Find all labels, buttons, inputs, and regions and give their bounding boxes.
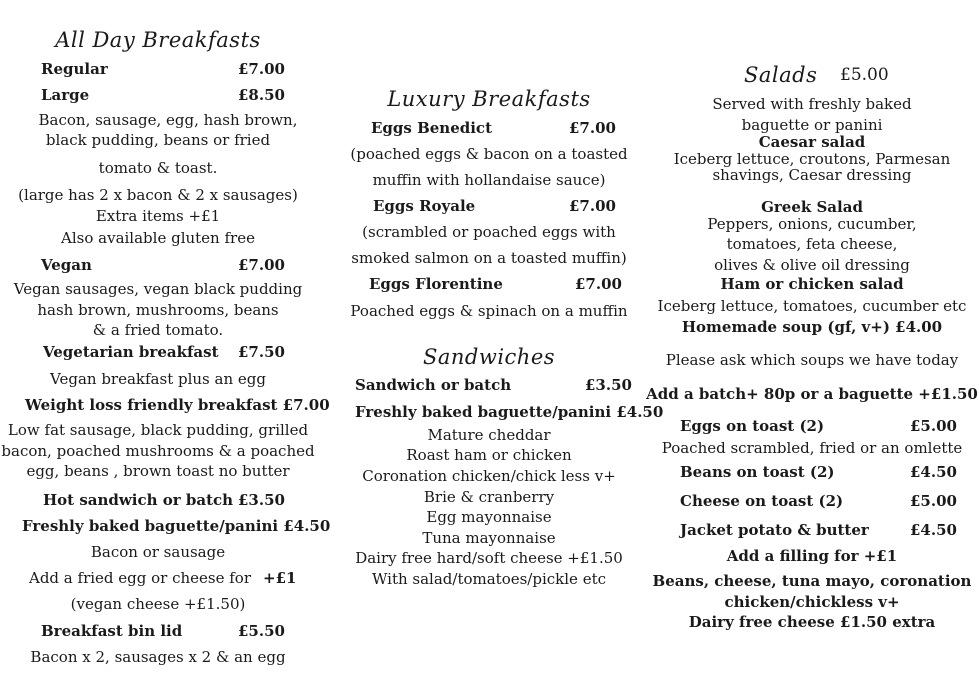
benedict-desc-line2: muffin with hollandaise sauce) bbox=[372, 171, 606, 189]
royale-desc-line2: smoked salmon on a toasted muffin) bbox=[351, 249, 627, 267]
sandwich-filling: Brie & cranberry bbox=[423, 488, 555, 506]
large-name: Large bbox=[41, 86, 90, 104]
greek-name: Greek Salad bbox=[761, 198, 863, 216]
caesar-desc-line1: Iceberg lettuce, croutons, Parmesan bbox=[673, 150, 951, 168]
add-filling-note: Add a filling for +£1 bbox=[726, 547, 898, 565]
filling-desc-line2: chicken/chickless v+ bbox=[724, 593, 900, 611]
weight-loss-name: Weight loss friendly breakfast £7.00 bbox=[25, 396, 330, 414]
sandwiches-heading: Sandwiches bbox=[422, 345, 556, 369]
add-batch-note: Add a batch+ 80p or a baguette +£1.50 bbox=[646, 385, 978, 403]
weight-loss-desc-line1: Low fat sausage, black pudding, grilled bbox=[7, 421, 309, 439]
sandwich-name: Sandwich or batch bbox=[355, 376, 512, 394]
extra-items-note: Extra items +£1 bbox=[95, 207, 221, 225]
vegan-desc-line1: Vegan sausages, vegan black pudding bbox=[13, 280, 303, 298]
hot-sandwich-name: Hot sandwich or batch bbox=[43, 491, 234, 509]
ham-name: Ham or chicken salad bbox=[720, 275, 904, 293]
luxury-breakfasts-heading: Luxury Breakfasts bbox=[387, 87, 591, 111]
weight-loss-desc-line3: egg, beans , brown toast no butter bbox=[26, 462, 290, 480]
eggs-on-toast-price: £5.00 bbox=[910, 417, 957, 435]
vegan-cheese-note: (vegan cheese +£1.50) bbox=[70, 595, 246, 613]
bin-lid-price: £5.50 bbox=[238, 622, 285, 640]
caesar-desc-line2: shavings, Caesar dressing bbox=[712, 166, 912, 184]
greek-desc-line2: tomatoes, feta cheese, bbox=[726, 235, 898, 253]
gluten-free-note: Also available gluten free bbox=[61, 229, 255, 247]
large-price: £8.50 bbox=[238, 86, 285, 104]
add-egg-price: +£1 bbox=[263, 569, 297, 587]
hot-sandwich-price: £3.50 bbox=[238, 491, 285, 509]
caesar-name: Caesar salad bbox=[758, 133, 866, 151]
vegetarian-price: £7.50 bbox=[238, 343, 285, 361]
breakfast-desc-line2: black pudding, beans or fried bbox=[45, 131, 271, 149]
breakfast-desc-line3: tomato & toast. bbox=[98, 159, 218, 177]
sandwich-price: £3.50 bbox=[585, 376, 632, 394]
royale-desc-line1: (scrambled or poached eggs with bbox=[362, 223, 616, 241]
jacket-potato-name: Jacket potato & butter bbox=[680, 521, 869, 539]
breakfast-desc-line1: Bacon, sausage, egg, hash brown, bbox=[38, 111, 298, 129]
soup-desc: Please ask which soups we have today bbox=[665, 351, 959, 369]
eggs-on-toast-name: Eggs on toast (2) bbox=[680, 417, 825, 435]
royale-price: £7.00 bbox=[569, 197, 616, 215]
greek-desc-line1: Peppers, onions, cucumber, bbox=[707, 215, 917, 233]
benedict-price: £7.00 bbox=[569, 119, 616, 137]
salads-price: £5.00 bbox=[840, 65, 889, 85]
benedict-name: Eggs Benedict bbox=[371, 119, 492, 137]
ham-desc: Iceberg lettuce, tomatoes, cucumber etc bbox=[657, 297, 967, 315]
sandwich-filling: Coronation chicken/chick less v+ bbox=[362, 467, 616, 485]
sandwich-filling: Dairy free hard/soft cheese +£1.50 bbox=[355, 549, 623, 567]
bin-lid-desc: Bacon x 2, sausages x 2 & an egg bbox=[30, 648, 286, 666]
sandwich-filling: Roast ham or chicken bbox=[406, 446, 572, 464]
regular-name: Regular bbox=[41, 60, 108, 78]
cheese-on-toast-price: £5.00 bbox=[910, 492, 957, 510]
soup-name: Homemade soup (gf, v+) £4.00 bbox=[681, 318, 943, 336]
florentine-price: £7.00 bbox=[575, 275, 622, 293]
filling-desc-line1: Beans, cheese, tuna mayo, coronation bbox=[652, 572, 972, 590]
salads-served-line1: Served with freshly baked bbox=[712, 95, 912, 113]
regular-price: £7.00 bbox=[238, 60, 285, 78]
florentine-name: Eggs Florentine bbox=[369, 275, 503, 293]
beans-on-toast-price: £4.50 bbox=[910, 463, 957, 481]
salads-heading: Salads bbox=[744, 63, 818, 87]
large-note: (large has 2 x bacon & 2 x sausages) bbox=[18, 186, 298, 204]
vegan-name: Vegan bbox=[41, 256, 92, 274]
weight-loss-desc-line2: bacon, poached mushrooms & a poached bbox=[1, 442, 315, 460]
bin-lid-name: Breakfast bin lid bbox=[41, 622, 183, 640]
all-day-breakfasts-heading: All Day Breakfasts bbox=[55, 28, 261, 52]
royale-name: Eggs Royale bbox=[373, 197, 476, 215]
sandwich-filling: Egg mayonnaise bbox=[426, 508, 552, 526]
add-egg-text: Add a fried egg or cheese for bbox=[29, 569, 252, 587]
vegan-desc-line3: & a fried tomato. bbox=[92, 321, 224, 339]
baguette-desc: Bacon or sausage bbox=[90, 543, 226, 561]
dairy-free-note: Dairy free cheese £1.50 extra bbox=[688, 613, 936, 631]
cheese-on-toast-name: Cheese on toast (2) bbox=[680, 492, 844, 510]
sandwich-baguette: Freshly baked baguette/panini £4.50 bbox=[355, 403, 664, 421]
sandwich-filling: Mature cheddar bbox=[427, 426, 551, 444]
baguette-name: Freshly baked baguette/panini £4.50 bbox=[22, 517, 331, 535]
beans-on-toast-name: Beans on toast (2) bbox=[680, 463, 835, 481]
vegetarian-name: Vegetarian breakfast bbox=[43, 343, 219, 361]
vegetarian-desc: Vegan breakfast plus an egg bbox=[50, 370, 266, 388]
sandwich-filling: Tuna mayonnaise bbox=[422, 529, 556, 547]
eggs-on-toast-desc: Poached scrambled, fried or an omlette bbox=[661, 439, 963, 457]
benedict-desc-line1: (poached eggs & bacon on a toasted bbox=[350, 145, 628, 163]
greek-desc-line3: olives & olive oil dressing bbox=[714, 256, 910, 274]
sandwich-filling: With salad/tomatoes/pickle etc bbox=[372, 570, 606, 588]
florentine-desc: Poached eggs & spinach on a muffin bbox=[350, 302, 628, 320]
vegan-price: £7.00 bbox=[238, 256, 285, 274]
jacket-potato-price: £4.50 bbox=[910, 521, 957, 539]
salads-served-line2: baguette or panini bbox=[741, 116, 883, 134]
vegan-desc-line2: hash brown, mushrooms, beans bbox=[37, 301, 279, 319]
